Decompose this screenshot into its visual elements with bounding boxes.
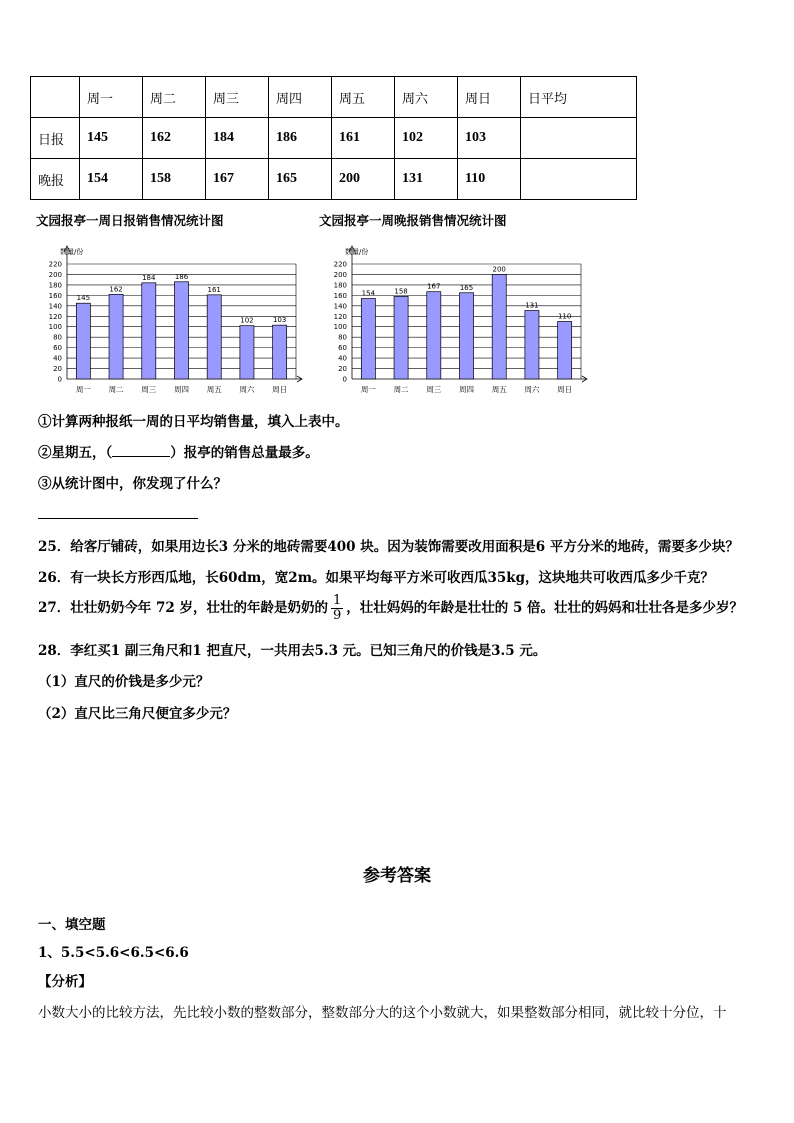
bar (459, 293, 473, 379)
bar (492, 274, 506, 379)
table-cell: 158 (143, 159, 206, 200)
bar (109, 294, 123, 379)
data-label: 184 (142, 273, 156, 282)
y-tick-label: 140 (48, 302, 62, 311)
y-tick-label: 160 (333, 291, 347, 300)
y-tick-label: 80 (338, 333, 347, 342)
header-cell: 周三 (206, 77, 269, 118)
table-cell: 167 (206, 159, 269, 200)
subquestion-3: ③从统计图中，你发现了什么？ (38, 476, 227, 492)
header-cell: 周一 (80, 77, 143, 118)
table-cell: 184 (206, 118, 269, 159)
problem-26: 26．有一块长方形西瓜地，长60dm，宽2m。如果平均每平方米可收西瓜35kg，这块地共可收西瓜多少千克？ (38, 570, 715, 586)
y-tick-label: 20 (53, 365, 62, 374)
y-tick-label: 200 (48, 270, 62, 279)
average-cell (521, 118, 637, 159)
y-tick-label: 60 (53, 344, 62, 353)
table-row (31, 118, 637, 159)
data-label: 103 (272, 316, 287, 325)
subquestion-1: ①计算两种报纸一周的日平均销售量，填入上表中。 (38, 414, 349, 430)
data-label: 110 (557, 312, 572, 321)
data-label: 158 (394, 287, 408, 296)
x-tick-label: 周六 (524, 385, 540, 394)
x-tick-label: 周二 (108, 385, 124, 394)
table-cell: 162 (143, 118, 206, 159)
problem-25: 25．给客厅铺砖，如果用边长3 分米的地砖需要400 块。因为装饰需要改用面积是6 平方分米的地砖，需要多少块？ (38, 539, 739, 555)
table-row (31, 159, 637, 200)
data-label: 154 (361, 289, 376, 298)
chart-title-daily: 文园报亭一周日报销售情况统计图 (36, 213, 224, 228)
x-tick-label: 周四 (174, 385, 189, 394)
data-label: 162 (109, 285, 123, 294)
problem-27-prefix: 27．壮壮奶奶今年 72 岁，壮壮的年龄是奶奶的 (38, 600, 328, 616)
bar (240, 326, 254, 379)
table-cell: 103 (458, 118, 521, 159)
data-label: 102 (240, 316, 254, 325)
row-label: 晚报 (31, 159, 80, 200)
y-tick-label: 180 (48, 281, 62, 290)
bar (207, 295, 221, 379)
header-cell: 周五 (332, 77, 395, 118)
header-cell: 周四 (269, 77, 332, 118)
bar (558, 322, 572, 380)
bar (174, 282, 188, 379)
y-axis-label: 数量/份 (60, 248, 84, 256)
separator-line (38, 518, 198, 519)
bar (142, 283, 156, 379)
y-tick-label: 40 (338, 354, 347, 363)
fraction-numerator: 1 (332, 593, 342, 608)
table-cell: 165 (269, 159, 332, 200)
bar (361, 299, 375, 380)
average-cell (521, 159, 637, 200)
x-tick-label: 周六 (239, 385, 255, 394)
data-label: 165 (459, 283, 474, 292)
y-tick-label: 100 (48, 323, 62, 332)
problem-28-part-2: （2）直尺比三角尺便宜多少元？ (38, 706, 237, 722)
y-tick-label: 220 (333, 260, 347, 269)
x-tick-label: 周五 (491, 385, 507, 394)
section-heading: 一、填空题 (38, 917, 106, 933)
data-label: 131 (525, 301, 539, 310)
daily-sales-bar-chart (30, 242, 305, 402)
subquestion-2 (38, 441, 319, 461)
data-label: 167 (427, 282, 441, 291)
table-cell: 131 (395, 159, 458, 200)
fraction-one-ninth (331, 594, 343, 623)
problem-27-suffix: ，壮壮妈妈的年龄是壮壮的 5 倍。壮壮的妈妈和壮壮各是多少岁？ (346, 600, 744, 616)
x-tick-label: 周四 (459, 385, 474, 394)
analysis-label: 【分析】 (38, 974, 92, 990)
y-tick-label: 80 (53, 333, 62, 342)
x-tick-label: 周三 (426, 385, 442, 394)
data-label: 200 (492, 265, 506, 274)
x-tick-label: 周一 (360, 385, 376, 394)
table-cell: 154 (80, 159, 143, 200)
problem-27 (38, 594, 743, 623)
table-cell: 110 (458, 159, 521, 200)
header-cell: 周日 (458, 77, 521, 118)
table-cell: 161 (332, 118, 395, 159)
bar (394, 296, 408, 379)
y-tick-label: 140 (333, 302, 347, 311)
x-tick-label: 周日 (272, 385, 288, 394)
x-tick-label: 周五 (206, 385, 222, 394)
chart-title-evening: 文园报亭一周晚报销售情况统计图 (319, 213, 507, 228)
y-tick-label: 40 (53, 354, 62, 363)
answer-blank (112, 444, 170, 457)
header-cell: 周六 (395, 77, 458, 118)
fraction-denominator: 9 (332, 608, 342, 623)
header-cell (31, 77, 80, 118)
y-tick-label: 180 (333, 281, 347, 290)
y-tick-label: 160 (48, 291, 62, 300)
y-tick-label: 20 (338, 365, 347, 374)
data-label: 161 (207, 285, 221, 294)
x-tick-label: 周一 (75, 385, 91, 394)
y-axis-label: 数量/份 (345, 248, 369, 256)
bar (427, 292, 441, 379)
sales-table (30, 76, 637, 200)
data-label: 186 (174, 272, 189, 281)
evening-sales-bar-chart (315, 242, 590, 402)
bar (76, 303, 90, 379)
y-tick-label: 60 (338, 344, 347, 353)
x-tick-label: 周二 (393, 385, 409, 394)
y-tick-label: 220 (48, 260, 62, 269)
table-cell: 145 (80, 118, 143, 159)
y-tick-label: 200 (333, 270, 347, 279)
y-tick-label: 100 (333, 323, 347, 332)
subquestion-2-suffix: ）报亭的销售总量最多。 (170, 445, 319, 461)
data-label: 145 (76, 294, 91, 303)
row-label: 日报 (31, 118, 80, 159)
header-cell: 日平均 (521, 77, 637, 118)
x-tick-label: 周日 (557, 385, 573, 394)
table-cell: 200 (332, 159, 395, 200)
problem-28-part-1: （1）直尺的价钱是多少元？ (38, 674, 210, 690)
table-cell: 102 (395, 118, 458, 159)
bar (273, 325, 287, 379)
analysis-text: 小数大小的比较方法，先比较小数的整数部分，整数部分大的这个小数就大，如果整数部分相同，就比较十分位，十 (38, 1005, 727, 1021)
x-tick-label: 周三 (141, 385, 157, 394)
subquestion-2-prefix: ②星期五，（ (38, 445, 113, 461)
answer-1: 1、5.5<5.6<6.5<6.6 (38, 945, 189, 961)
table-header-row (31, 77, 637, 118)
y-tick-label: 0 (57, 375, 62, 384)
y-tick-label: 120 (333, 312, 347, 321)
table-cell: 186 (269, 118, 332, 159)
header-cell: 周二 (143, 77, 206, 118)
answers-title: 参考答案 (363, 866, 431, 886)
bar (525, 311, 539, 379)
y-tick-label: 120 (48, 312, 62, 321)
problem-28: 28．李红买1 副三角尺和1 把直尺，一共用去5.3 元。已知三角尺的价钱是3.5 元。 (38, 643, 547, 659)
y-tick-label: 0 (342, 375, 347, 384)
